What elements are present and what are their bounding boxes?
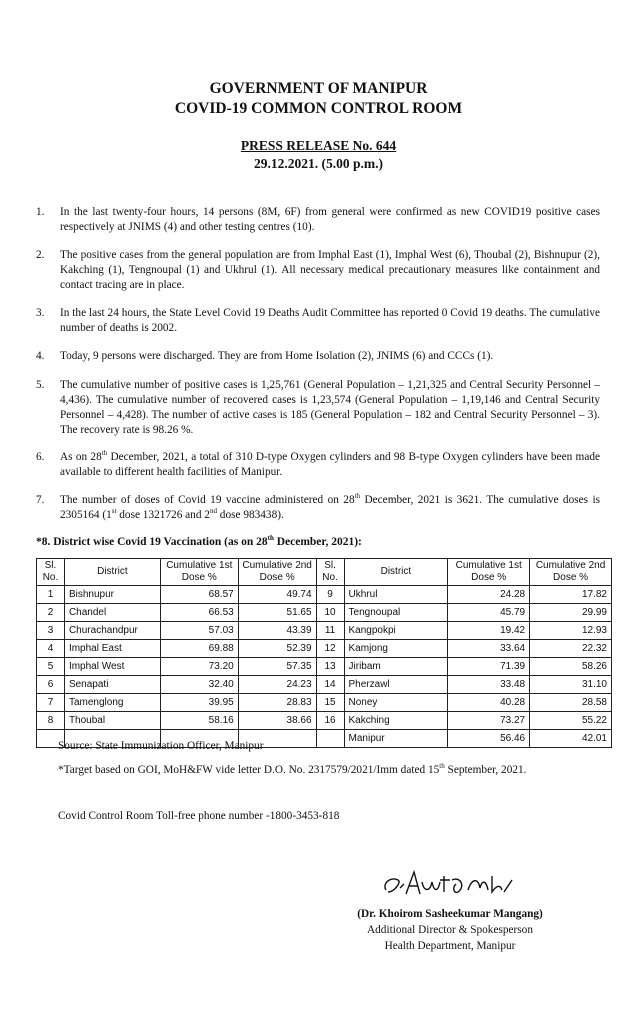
cell-second-dose: 49.74 <box>238 586 316 604</box>
item-number: 3. <box>36 307 45 319</box>
cell-district: Kakching <box>344 712 448 730</box>
cell-second-dose: 57.35 <box>238 658 316 676</box>
source-note: Source: State Immunization Officer, Manipur <box>58 740 264 752</box>
cell-district: Kamjong <box>344 640 448 658</box>
header-first-dose: Cumulative 1st Dose % <box>448 559 530 586</box>
cell-district: Imphal East <box>64 640 160 658</box>
table-row <box>37 586 612 604</box>
press-release-number: PRESS RELEASE No. 644 <box>240 138 397 153</box>
cell-first-dose: 58.16 <box>160 712 238 730</box>
table-row <box>37 604 612 622</box>
cell-district: Manipur <box>344 730 448 748</box>
cell-first-dose: 33.48 <box>448 676 530 694</box>
cell-second-dose: 12.93 <box>530 622 612 640</box>
cell-first-dose: 19.42 <box>448 622 530 640</box>
cell-first-dose: 69.88 <box>160 640 238 658</box>
header-sl-no: Sl. No. <box>37 559 65 586</box>
signature-image <box>380 866 520 902</box>
cell-district: Bishnupur <box>64 586 160 604</box>
table-row <box>37 712 612 730</box>
cell-sl-no: 7 <box>37 694 65 712</box>
item-number: 5. <box>36 379 45 391</box>
cell-sl-no: 3 <box>37 622 65 640</box>
cell-sl-no: 12 <box>316 640 344 658</box>
cell-second-dose: 42.01 <box>530 730 612 748</box>
item-text: The positive cases from the general population are from Imphal East (1), Imphal West (6), Thoubal (2), Bishnupur (2), Kakching (1), Tengnoupal (1) and Ukhrul (1). All necessary medical precautionary measures like containment and contact tracing are in place. <box>60 249 600 291</box>
cell-first-dose: 32.40 <box>160 676 238 694</box>
cell-second-dose: 17.82 <box>530 586 612 604</box>
cell-sl-no: 2 <box>37 604 65 622</box>
vaccination-table <box>36 558 612 748</box>
cell-sl-no <box>316 730 344 748</box>
cell-sl-no: 5 <box>37 658 65 676</box>
cell-sl-no: 16 <box>316 712 344 730</box>
cell-sl-no: 4 <box>37 640 65 658</box>
cell-second-dose: 38.66 <box>238 712 316 730</box>
cell-first-dose: 24.28 <box>448 586 530 604</box>
cell-district: Pherzawl <box>344 676 448 694</box>
table-header-row <box>37 559 612 586</box>
header-sl-no: Sl. No. <box>316 559 344 586</box>
cell-first-dose: 56.46 <box>448 730 530 748</box>
cell-district: Churachandpur <box>64 622 160 640</box>
signatory-department: Health Department, Manipur <box>384 940 516 952</box>
cell-first-dose: 39.95 <box>160 694 238 712</box>
item-text: The number of doses of Covid 19 vaccine administered on 28th December, 2021 is 3621. The cumulative doses is 2305164 (1st dose 1321726 and 2nd dose 983438). <box>60 492 600 521</box>
cell-district: Tengnoupal <box>344 604 448 622</box>
tollfree-number: Covid Control Room Toll-free phone number -1800-3453-818 <box>58 810 340 822</box>
cell-first-dose: 71.39 <box>448 658 530 676</box>
government-title: GOVERNMENT OF MANIPUR <box>209 80 428 97</box>
cell-sl-no: 1 <box>37 586 65 604</box>
cell-sl-no: 10 <box>316 604 344 622</box>
control-room-title: COVID-19 COMMON CONTROL ROOM <box>174 100 463 117</box>
item-number: 1. <box>36 206 45 218</box>
item-number: 4. <box>36 350 45 362</box>
cell-first-dose: 73.27 <box>448 712 530 730</box>
target-footnote: *Target based on GOI, MoH&FW vide letter D.O. No. 2317579/2021/Imm dated 15th September, 2021. <box>58 762 527 776</box>
table-row <box>37 640 612 658</box>
signatory-name: (Dr. Khoirom Sasheekumar Mangang) <box>357 908 543 920</box>
press-release-date: 29.12.2021. (5.00 p.m.) <box>254 156 383 171</box>
cell-second-dose: 52.39 <box>238 640 316 658</box>
header-second-dose: Cumulative 2nd Dose % <box>530 559 612 586</box>
table-row <box>37 622 612 640</box>
cell-district: Jiribam <box>344 658 448 676</box>
cell-sl-no: 8 <box>37 712 65 730</box>
cell-sl-no: 11 <box>316 622 344 640</box>
item-text: The cumulative number of positive cases is 1,25,761 (General Population – 1,21,325 and Central Security Personnel – 4,436). The cumulative number of recovered cases is 1,23,574 (General Population – 1,19,146 and Central Security Personnel – 4,428). The number of active cases is 185 (General Population – 182 and Central Security Personnel – 3). The recovery rate is 98.26 %. <box>60 379 600 436</box>
cell-second-dose: 28.58 <box>530 694 612 712</box>
cell-second-dose: 55.22 <box>530 712 612 730</box>
cell-sl-no: 9 <box>316 586 344 604</box>
header-second-dose: Cumulative 2nd Dose % <box>238 559 316 586</box>
cell-first-dose: 40.28 <box>448 694 530 712</box>
cell-second-dose: 28.83 <box>238 694 316 712</box>
header-district: District <box>64 559 160 586</box>
cell-first-dose: 33.64 <box>448 640 530 658</box>
signatory-title: Additional Director & Spokesperson <box>367 924 533 936</box>
cell-second-dose: 51.65 <box>238 604 316 622</box>
item-text: Today, 9 persons were discharged. They are from Home Isolation (2), JNIMS (6) and CCCs (1). <box>60 350 494 362</box>
cell-sl-no: 15 <box>316 694 344 712</box>
cell-first-dose: 57.03 <box>160 622 238 640</box>
cell-first-dose: 68.57 <box>160 586 238 604</box>
cell-sl-no: 6 <box>37 676 65 694</box>
cell-district: Thoubal <box>64 712 160 730</box>
header-first-dose: Cumulative 1st Dose % <box>160 559 238 586</box>
cell-second-dose: 31.10 <box>530 676 612 694</box>
cell-second-dose: 22.32 <box>530 640 612 658</box>
item-text: In the last twenty-four hours, 14 persons (8M, 6F) from general were confirmed as new COVID19 positive cases respectively at JNIMS (4) and other testing centres (10). <box>60 206 600 233</box>
cell-second-dose: 58.26 <box>530 658 612 676</box>
table-row <box>37 676 612 694</box>
cell-second-dose: 29.99 <box>530 604 612 622</box>
cell-district: Chandel <box>64 604 160 622</box>
cell-first-dose: 73.20 <box>160 658 238 676</box>
cell-second-dose: 43.39 <box>238 622 316 640</box>
cell-district: Senapati <box>64 676 160 694</box>
cell-sl-no: 14 <box>316 676 344 694</box>
header-district: District <box>344 559 448 586</box>
cell-district: Imphal West <box>64 658 160 676</box>
item-text: In the last 24 hours, the State Level Covid 19 Deaths Audit Committee has reported 0 Covid 19 deaths. The cumulative number of deaths is 2002. <box>60 307 600 334</box>
item-number: 2. <box>36 249 45 261</box>
table-row <box>37 658 612 676</box>
cell-first-dose: 45.79 <box>448 604 530 622</box>
cell-district: Kangpokpi <box>344 622 448 640</box>
cell-second-dose: 24.23 <box>238 676 316 694</box>
item-text: As on 28th December, 2021, a total of 310 D-type Oxygen cylinders and 98 B-type Oxygen cylinders have been made available to different health facilities of Manipur. <box>60 449 600 478</box>
item-number: 7. <box>36 494 45 506</box>
table-row <box>37 694 612 712</box>
cell-sl-no: 13 <box>316 658 344 676</box>
cell-district: Ukhrul <box>344 586 448 604</box>
section-8-heading: *8. District wise Covid 19 Vaccination (as on 28th December, 2021): <box>36 534 362 548</box>
cell-first-dose: 66.53 <box>160 604 238 622</box>
item-number: 6. <box>36 451 45 463</box>
cell-district: Tamenglong <box>64 694 160 712</box>
cell-district: Noney <box>344 694 448 712</box>
